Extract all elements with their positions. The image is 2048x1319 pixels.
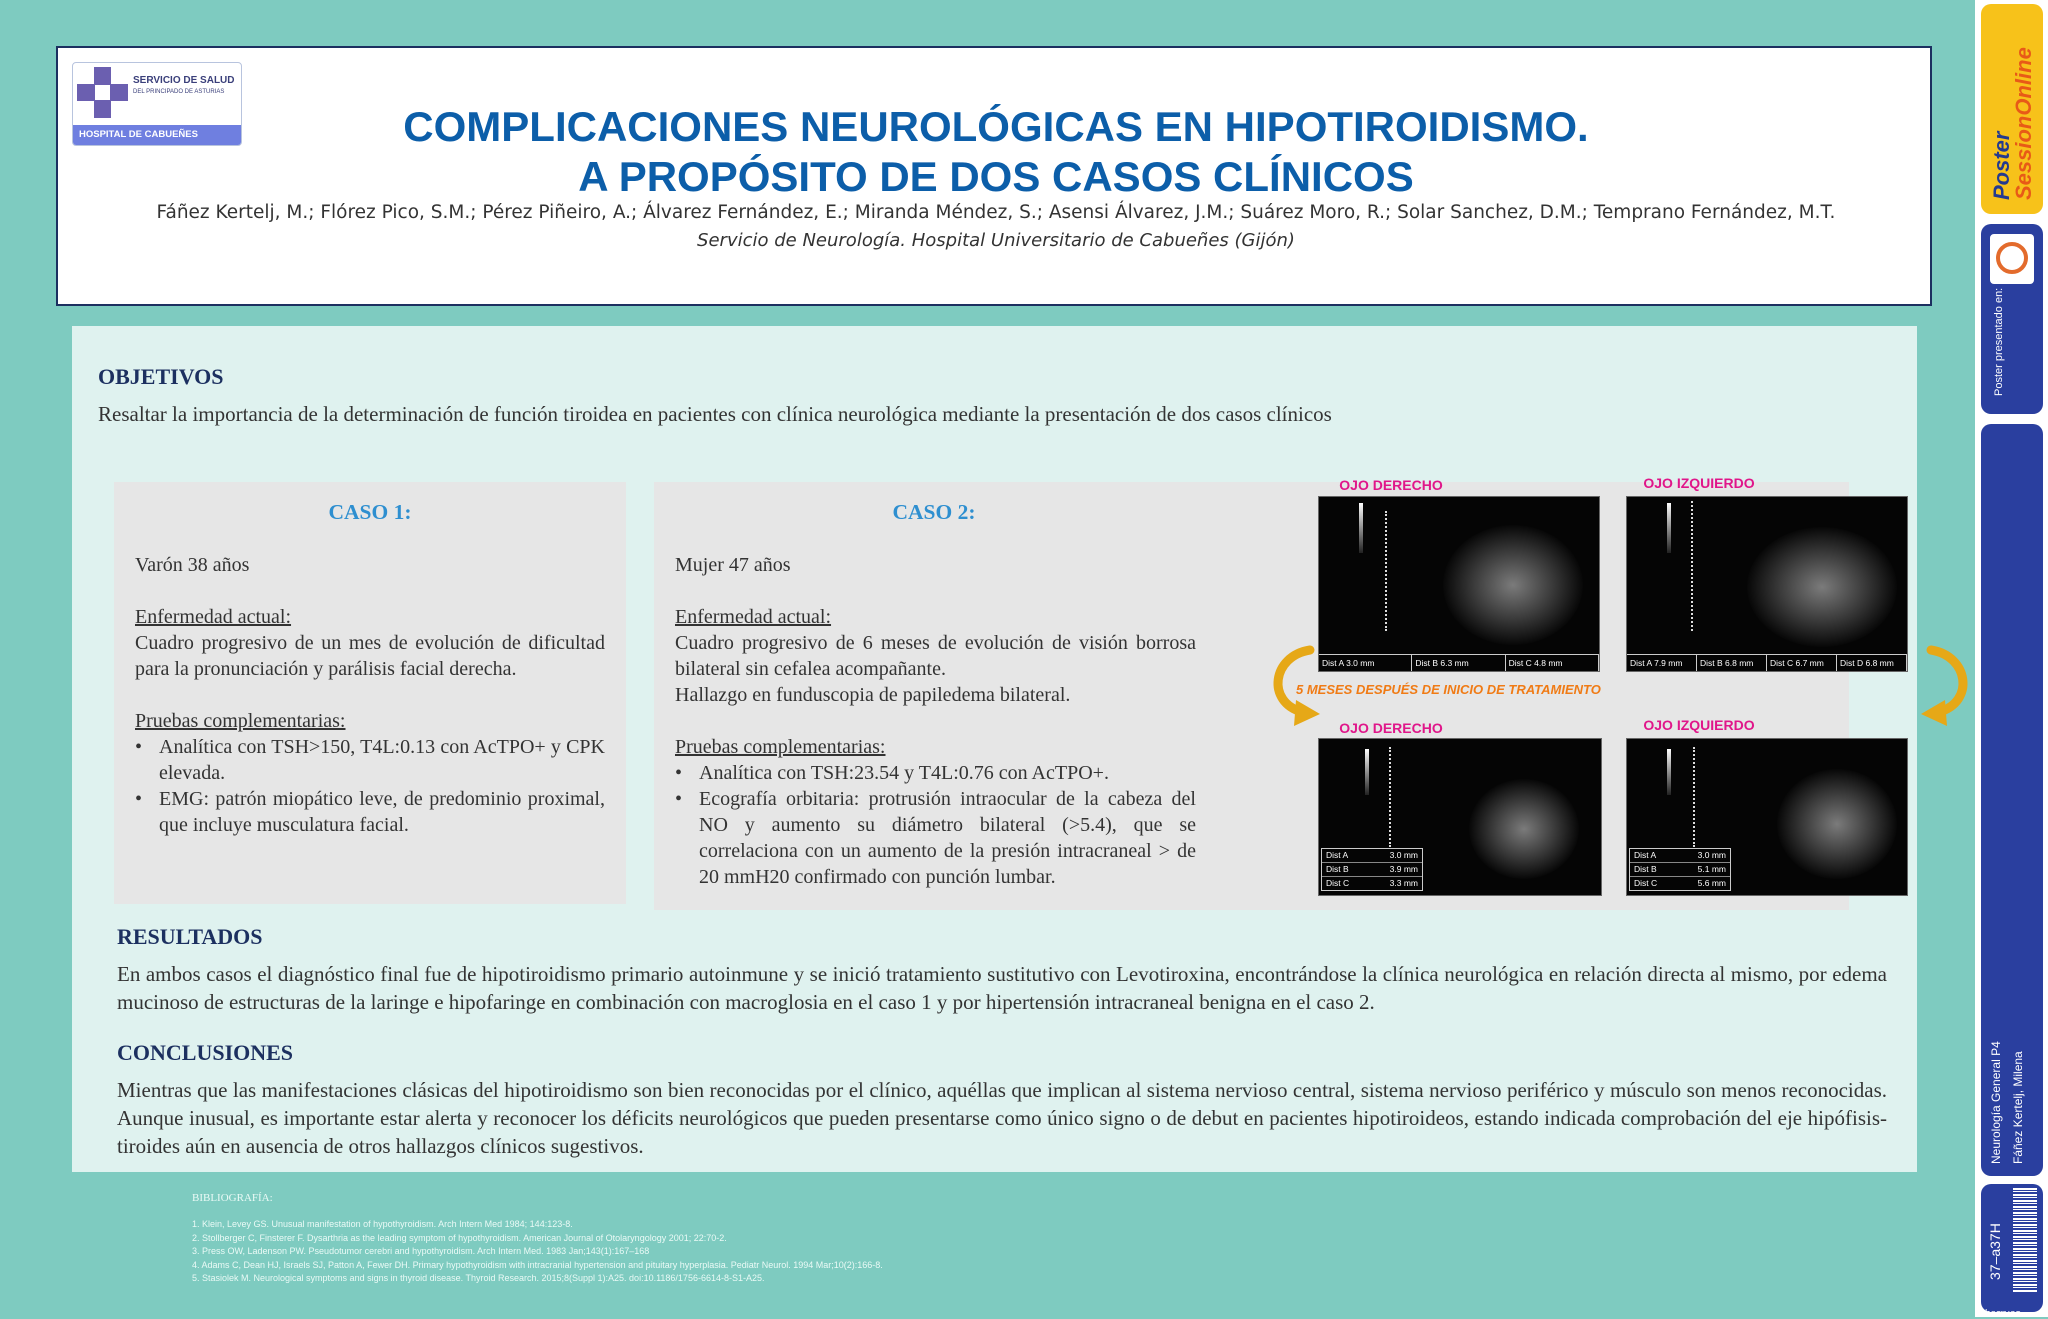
measurement-row: Dist B 5.1 mm [1630, 863, 1730, 877]
caso1-title: CASO 1: [328, 500, 412, 524]
reference-item: 4. Adams C, Dean HJ, Israels SJ, Patton A, Fewer DH. Primary hypothyroidism with intracranial hypertension and pituitary hyperplasia. Pediatr Neurol. 1994 Mar;10(2):166-8. [192, 1259, 883, 1270]
brand-poster-text: Poster [1989, 131, 2014, 200]
poster-header [56, 46, 1932, 306]
label-ojo-derecho-top: OJO DERECHO [1339, 477, 1443, 493]
poster-session-online-brand[interactable] [1981, 4, 2043, 214]
measurement-row: Dist C 3.3 mm [1326, 878, 1418, 888]
objetivos-heading: OBJETIVOS [98, 364, 224, 389]
measurement-row: Dist A 3.0 mm [1630, 849, 1730, 863]
caso2-bullet: • Analítica con TSH:23.54 y T4L:0.76 con AcTPO+. [699, 760, 1196, 786]
poster-title-line1: COMPLICACIONES NEUROLÓGICAS EN HIPOTIROIDISMO. [403, 103, 1589, 150]
conclusiones-heading: CONCLUSIONES [117, 1040, 294, 1065]
ultrasound-image [1318, 496, 1600, 672]
logo-line2: DEL PRINCIPADO DE ASTURIAS [133, 89, 225, 95]
label-ojo-izquierdo-bottom: OJO IZQUIERDO [1643, 717, 1755, 733]
caso2-enf-text2: Hallazgo en funduscopia de papiledema bilateral. [675, 684, 1071, 706]
congress-logo-icon [1990, 234, 2034, 284]
measurement-row: Dist C 5.6 mm [1634, 878, 1726, 888]
ultrasound-image [1626, 496, 1908, 672]
conclusiones-text: Mientras que las manifestaciones clásicas del hipotiroidismo son bien reconocidas por el clínico, aquéllas que implican al sistema nervioso central, sistema nervioso periférico y músculo son menos reconocidas. Aunque inusual, es importante estar alerta y reconocer los déficits neurológicos que pueden presentarse como único signo o de debut en pacientes hipotiroideos, estando indicada comprobación del eje hipófisis-tiroides aún en ausencia de otros hallazgos clínicos sugestivos. [117, 1078, 1887, 1158]
bibliography-heading: BIBLIOGRAFÍA: [192, 1192, 273, 1204]
caso2-enf-heading: Enfermedad actual: [675, 606, 832, 628]
measurement: Dist B 6.8 mm [1697, 655, 1767, 671]
caso1-enf-heading: Enfermedad actual: [135, 606, 292, 628]
caso1-bullet-list [135, 734, 605, 838]
poster-body [72, 326, 1917, 1172]
measurement: Dist A 7.9 mm [1627, 655, 1697, 671]
caso2-title: CASO 2: [892, 500, 976, 524]
caso1-bullet: • EMG: patrón miopático leve, de predominio proximal, que incluye musculatura facial. [159, 786, 605, 838]
ultrasound-image [1626, 738, 1908, 896]
curved-arrow-right-icon [1919, 642, 1979, 732]
caso2-pruebas-heading: Pruebas complementarias: [675, 736, 886, 758]
caso1-bullet: • Analítica con TSH>150, T4L:0.13 con AcTPO+ y CPK elevada. [159, 734, 605, 786]
measurement: Dist C 6.7 mm [1767, 655, 1837, 671]
months-after-treatment-label: 5 MESES DESPUÉS DE INICIO DE TRATAMIENTO [1296, 682, 1601, 697]
caso1-patient: Varón 38 años [135, 554, 250, 576]
resultados-text: En ambos casos el diagnóstico final fue de hipotiroidismo primario autoinmune y se inició tratamiento sustitutivo con Levotiroxina, encontrándose la clínica neurológica en relación directa al mismo, por edema mucinoso de estructuras de la laringe e hipofaringe en combinación con macroglosia en el caso 1 y por hipertensión intracraneal benigna en el caso 2. [117, 962, 1887, 1014]
sidebar-footer: seraseq [1985, 1308, 2021, 1319]
caso2-bullet-list [675, 760, 1196, 890]
reference-item: 5. Stasiolek M. Neurological symptoms and signs in thyroid disease. Thyroid Research. 2015;8(Suppl 1):A25. doi:10.1186/1756-6614-8-S1-A25. [192, 1273, 765, 1283]
bibliography [192, 1192, 883, 1286]
measurement: Dist B 6.3 mm [1412, 655, 1505, 671]
presented-in-label: Poster presentado en: [1993, 287, 2005, 396]
measurement: Dist C 4.8 mm [1506, 655, 1599, 671]
caso2-panel [654, 475, 1894, 910]
label-ojo-derecho-bottom: OJO DERECHO [1339, 720, 1443, 736]
caso2-bullet: • Ecografía orbitaria: protrusión intraocular de la cabeza del NO y aumento su diámetro bilateral (>5.4), que se correlaciona con un aumento de la presión intracraneal > de 20 mmH20 confirmado con punción lumbar. [699, 786, 1196, 890]
poster-session-sidebar [1975, 0, 2048, 1317]
caso2-enf-text1: Cuadro progresivo de 6 meses de evolución de visión borrosa bilateral sin cefalea acompañante. [675, 632, 1196, 680]
barcode-icon [2013, 1188, 2037, 1292]
poster-code: 37–a37H [1987, 1223, 2003, 1280]
reference-item: 1. Klein, Levey GS. Unusual manifestation of hypothyroidism. Arch Intern Med 1984; 144:123-8. [192, 1219, 573, 1229]
reference-item: 3. Press OW, Ladenson PW. Pseudotumor cerebri and hypothyroidism. Arch Intern Med. 1983 Jan;143(1):167–168 [192, 1246, 650, 1256]
measurement: Dist A 3.0 mm [1319, 655, 1412, 671]
ultrasound-image [1318, 738, 1602, 896]
caso1-enf-text: Cuadro progresivo de un mes de evolución de dificultad para la pronunciación y parálisis facial derecha. [135, 632, 605, 680]
poster-code-panel [1981, 1184, 2043, 1319]
poster-info-panel [1981, 424, 2043, 1176]
resultados-heading: RESULTADOS [117, 924, 263, 949]
author-label: Fáñez Kertelj, Milena [2011, 1051, 2025, 1164]
poster-title-line2: A PROPÓSITO DE DOS CASOS CLÍNICOS [578, 153, 1414, 200]
reference-item: 2. Stollberger C, Finsterer F. Dysarthria as the leading symptom of hypothyroidism. American Journal of Otolaryngology 2001; 22:70-2. [192, 1232, 727, 1243]
category-label: Neurología General P4 [1989, 1041, 2003, 1164]
author-list: Fáñez Kertelj, M.; Flórez Pico, S.M.; Pérez Piñeiro, A.; Álvarez Fernández, E.; Miranda Méndez, S.; Asensi Álvarez, J.M.; Suárez Moro, R.; Solar Sanchez, D.M.; Temprano Fernández, M.T. [156, 202, 1836, 223]
caso1-panel [114, 482, 626, 904]
brand-session-text: SessionOnline [2011, 47, 2036, 200]
measurement: Dist D 6.8 mm [1837, 655, 1907, 671]
caso2-patient: Mujer 47 años [675, 554, 791, 576]
objetivos-text: Resaltar la importancia de la determinación de función tiroidea en pacientes con clínica neurológica mediante la presentación de dos casos clínicos [98, 402, 1332, 426]
caso1-pruebas-heading: Pruebas complementarias: [135, 710, 346, 732]
affiliation: Servicio de Neurología. Hospital Universitario de Cabueñes (Gijón) [697, 230, 1295, 251]
presented-in-panel [1981, 224, 2043, 414]
measurement-row: Dist B 3.9 mm [1322, 863, 1422, 877]
logo-line1: SERVICIO DE SALUD [133, 75, 235, 86]
logo-hospital-name: HOSPITAL DE CABUEÑES [73, 125, 241, 145]
label-ojo-izquierdo-top: OJO IZQUIERDO [1643, 475, 1755, 491]
measurement-row: Dist A 3.0 mm [1322, 849, 1422, 863]
